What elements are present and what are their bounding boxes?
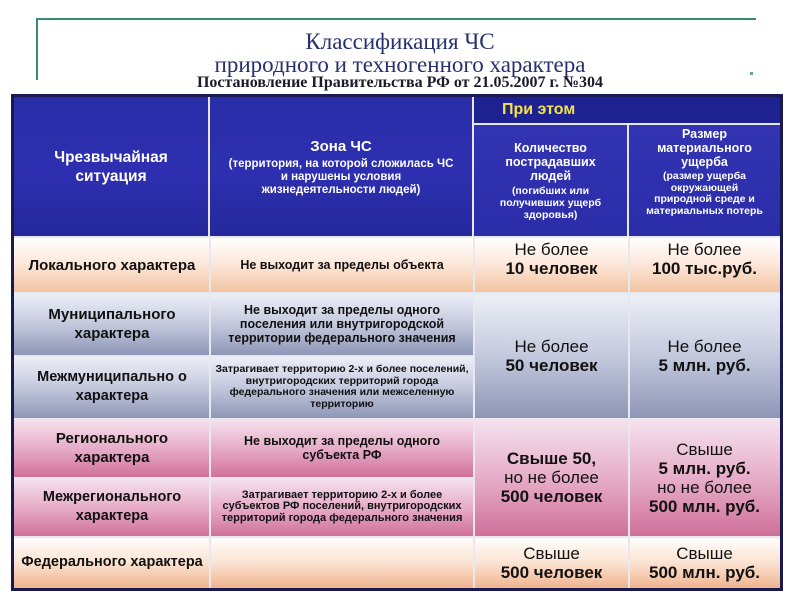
page-title-line1: Классификация ЧС xyxy=(305,29,495,54)
row-municipal-damage-line2: 5 млн. руб. xyxy=(658,355,751,375)
header-zone xyxy=(210,97,474,237)
row-divider xyxy=(14,418,780,420)
row-local-victims-line2: 10 человек xyxy=(505,259,598,278)
row-regional-victims-line2: но не более xyxy=(504,468,599,487)
row-interregional-label: Межрегионального характера xyxy=(14,478,210,536)
row-local-damage xyxy=(629,238,780,292)
row-federal-victims xyxy=(474,537,629,588)
row-regional-group-damage xyxy=(629,419,780,536)
row-local-zone: Не выходит за пределы объекта xyxy=(210,238,474,292)
header-victims-title: Количество пострадавших людей xyxy=(505,141,596,183)
row-local-victims-line1: Не более xyxy=(514,240,589,259)
row-divider xyxy=(14,236,780,238)
classification-table xyxy=(11,94,783,591)
row-federal-damage xyxy=(629,537,780,588)
header-damage xyxy=(629,123,780,237)
row-local-label: Локального характера xyxy=(14,238,210,292)
header-zone-title: Зона ЧС xyxy=(310,137,372,155)
row-regional-group-victims xyxy=(474,419,629,536)
page-subtitle: Постановление Правительства РФ от 21.05.2007 г. №304 xyxy=(196,74,604,91)
header-victims-desc: (погибших или получивших ущерб здоровья) xyxy=(499,185,602,221)
row-divider xyxy=(14,292,780,294)
row-federal-damage-line1: Свыше xyxy=(676,543,733,563)
decorative-top-line xyxy=(36,18,756,20)
row-municipal-damage-line1: Не более xyxy=(667,336,742,356)
row-intermunicipal-zone: Затрагивает территорию 2-х и более поселений, внутригородских территорий города федерального значения или межселенную территорию xyxy=(210,356,474,418)
row-regional-zone: Не выходит за пределы одного субъекта РФ xyxy=(210,419,474,477)
row-local-damage-line1: Не более xyxy=(667,240,742,259)
row-interregional-zone: Затрагивает территорию 2-х и более субъектов РФ поселений, внутригородских территорий города федерального значения xyxy=(210,478,474,536)
header-damage-desc: (размер ущерба окружающей природной среде и материальных потерь xyxy=(646,170,763,217)
row-divider xyxy=(14,355,474,357)
row-local-victims xyxy=(474,238,629,292)
row-municipal-label: Муниципального характера xyxy=(14,293,210,355)
header-situation: Чрезвычайная ситуация xyxy=(14,97,210,237)
row-regional-victims-line1: Свыше 50, xyxy=(506,449,597,468)
row-divider xyxy=(14,477,474,479)
row-federal-victims-line2: 500 человек xyxy=(500,562,603,582)
header-victims xyxy=(474,123,629,237)
row-regional-damage-line4: 500 млн. руб. xyxy=(648,496,760,516)
row-federal-victims-line1: Свыше xyxy=(523,543,580,563)
header-zone-desc: (территория, на которой сложилась ЧС и нарушены условия жизнедеятельности людей) xyxy=(228,157,454,196)
row-municipal-zone: Не выходит за пределы одного поселения или внутригородской территории федерального значения xyxy=(210,293,474,355)
header-group: При этом xyxy=(474,97,780,123)
row-federal-damage-line2: 500 млн. руб. xyxy=(648,562,760,582)
row-regional-damage-line2: 5 млн. руб. xyxy=(658,458,751,478)
row-regional-damage-line1: Свыше xyxy=(676,439,733,459)
row-municipal-group-victims xyxy=(474,293,629,418)
row-regional-label: Регионального характера xyxy=(14,419,210,477)
header-damage-title: Размер материального ущерба xyxy=(657,127,752,169)
row-divider xyxy=(14,536,780,538)
row-regional-damage-line3: но не более xyxy=(657,477,752,497)
row-federal-zone xyxy=(210,537,474,588)
page-title-line2: природного и техногенного характера xyxy=(214,52,586,77)
row-intermunicipal-label: Межмуниципально о характера xyxy=(14,356,210,418)
row-municipal-victims-line2: 50 человек xyxy=(505,355,598,375)
row-municipal-group-damage xyxy=(629,293,780,418)
row-municipal-victims-line1: Не более xyxy=(514,336,589,356)
row-local-damage-line2: 100 тыс.руб. xyxy=(652,259,757,278)
row-federal-label: Федерального характера xyxy=(14,537,210,588)
row-regional-victims-line3: 500 человек xyxy=(500,487,603,506)
